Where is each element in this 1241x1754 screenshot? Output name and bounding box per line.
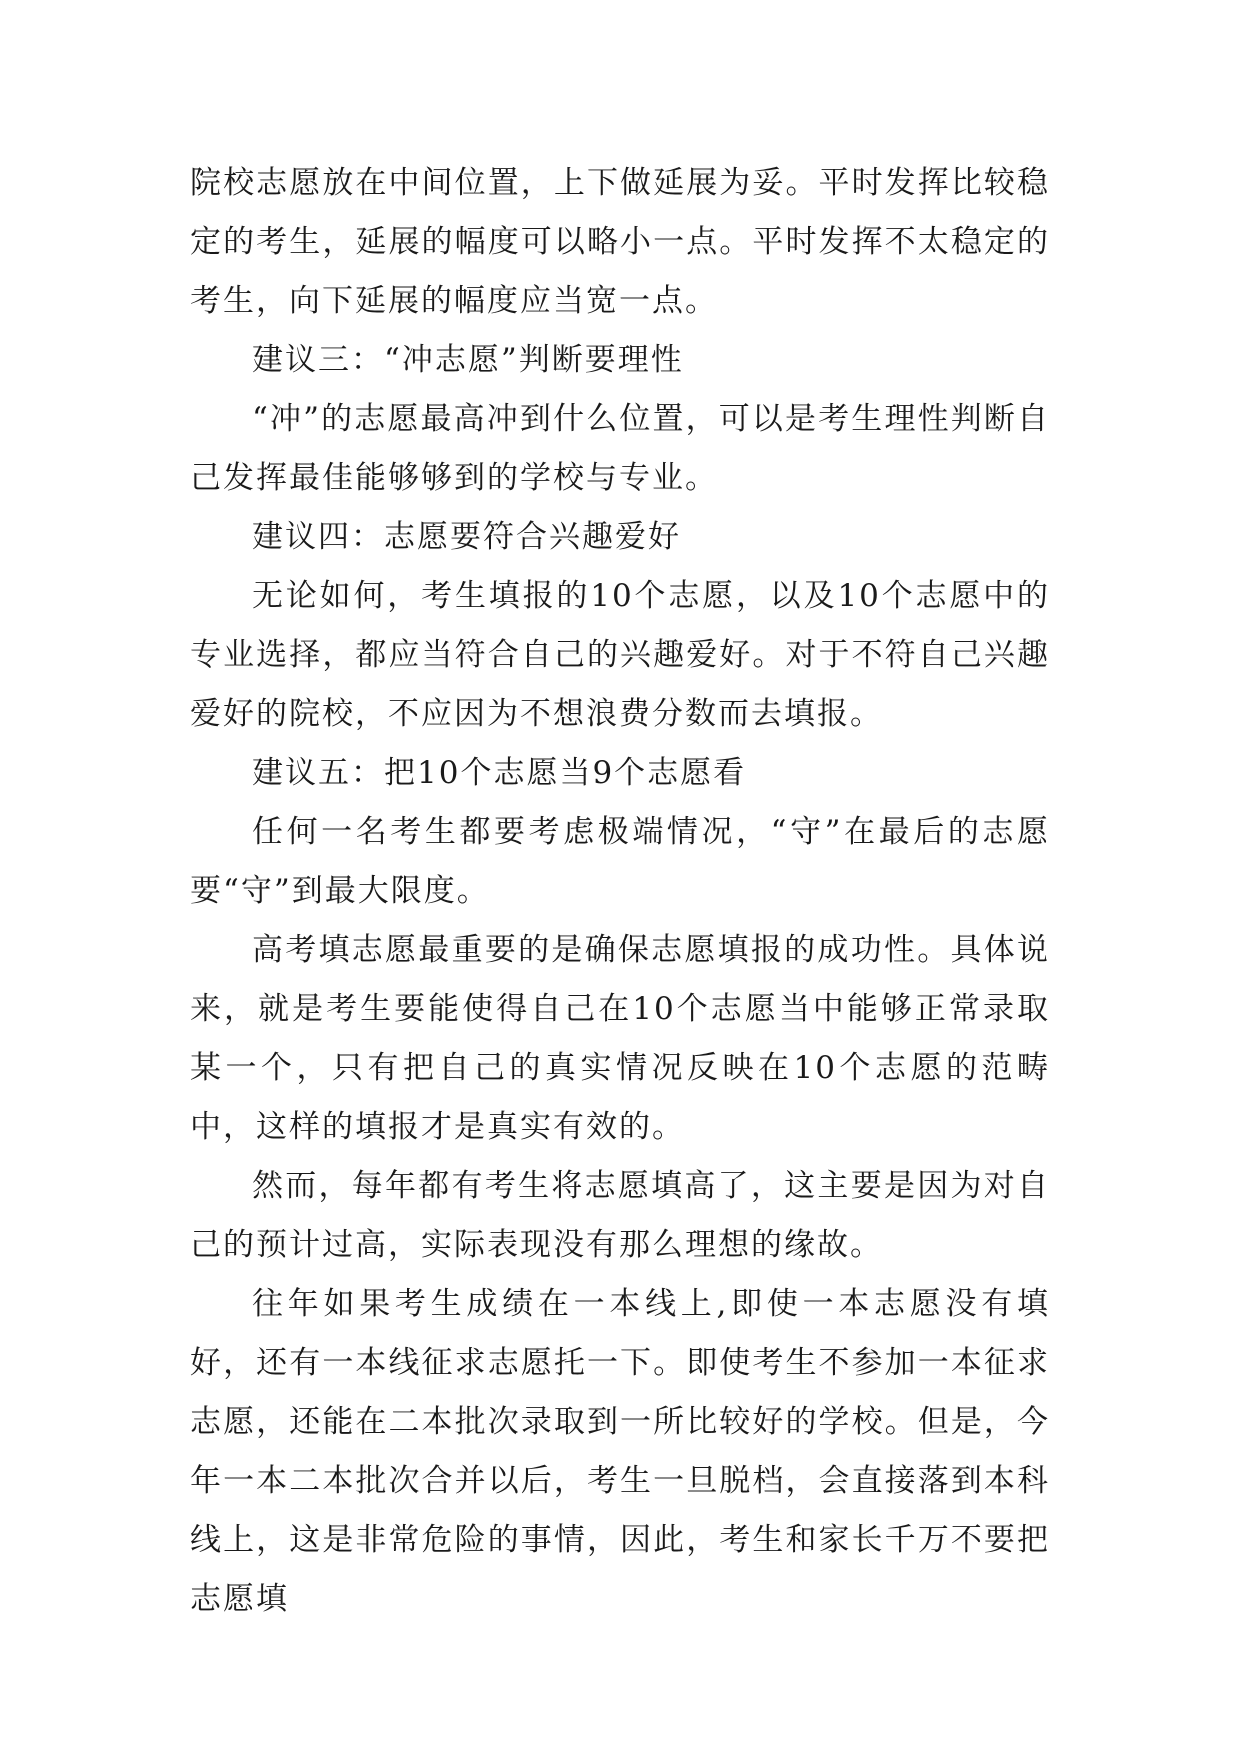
- paragraph-safe-choice: 任何一名考生都要考虑极端情况，“守”在最后的志愿要“守”到最大限度。: [190, 814, 1050, 909]
- document-body: [190, 154, 1050, 1629]
- paragraph-reach-choice: “冲”的志愿最高冲到什么位置，可以是考生理性判断自己发挥最佳能够够到的学校与专业。: [190, 401, 1050, 496]
- heading-suggestion-five: 建议五：把10个志愿当9个志愿看: [252, 755, 747, 791]
- paragraph-continuation: 院校志愿放在中间位置，上下做延展为妥。平时发挥比较稳定的考生，延展的幅度可以略小一点。平时发挥不太稳定的考生，向下延展的幅度应当宽一点。: [190, 165, 1050, 319]
- paragraph-interests: 无论如何，考生填报的10个志愿，以及10个志愿中的专业选择，都应当符合自己的兴趣爱好。对于不符自己兴趣爱好的院校，不应因为不想浪费分数而去填报。: [190, 578, 1050, 732]
- paragraph-batch-merge: 往年如果考生成绩在一本线上,即使一本志愿没有填好，还有一本线征求志愿托一下。即使考生不参加一本征求志愿，还能在二本批次录取到一所比较好的学校。但是，今年一本二本批次合并以后，考生一旦脱档，会直接落到本科线上，这是非常危险的事情，因此，考生和家长千万不要把志愿填: [190, 1286, 1050, 1617]
- heading-suggestion-four: 建议四：志愿要符合兴趣爱好: [252, 519, 681, 555]
- paragraph-overestimate: 然而，每年都有考生将志愿填高了，这主要是因为对自己的预计过高，实际表现没有那么理想的缘故。: [190, 1168, 1050, 1263]
- heading-suggestion-three: 建议三：“冲志愿”判断要理性: [252, 342, 684, 378]
- paragraph-success-rate: 高考填志愿最重要的是确保志愿填报的成功性。具体说来，就是考生要能使得自己在10个志愿当中能够正常录取某一个，只有把自己的真实情况反映在10个志愿的范畴中，这样的填报才是真实有效的。: [190, 932, 1050, 1145]
